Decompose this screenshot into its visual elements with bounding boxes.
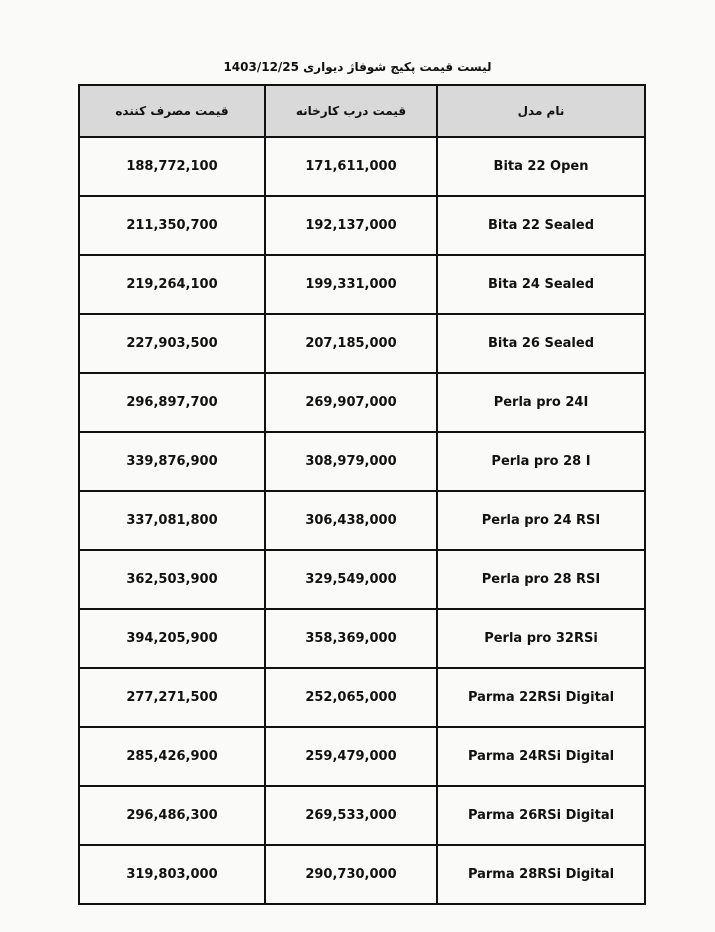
table-row — [79, 314, 645, 373]
model-name-cell: Parma 24RSi Digital — [437, 727, 645, 786]
factory-price-cell: 290,730,000 — [265, 845, 437, 904]
table-row — [79, 432, 645, 491]
table-row — [79, 491, 645, 550]
model-name-cell: Perla pro 24I — [437, 373, 645, 432]
factory-price-cell: 329,549,000 — [265, 550, 437, 609]
page-title: لیست قیمت پکیج شوفاژ دیواری 1403/12/25 — [223, 60, 492, 74]
factory-price-cell: 192,137,000 — [265, 196, 437, 255]
consumer-price-cell: 285,426,900 — [79, 727, 265, 786]
factory-price-cell: 171,611,000 — [265, 137, 437, 196]
table-row — [79, 786, 645, 845]
model-name-cell: Bita 22 Sealed — [437, 196, 645, 255]
model-name-cell: Perla pro 32RSi — [437, 609, 645, 668]
factory-price-cell: 252,065,000 — [265, 668, 437, 727]
consumer-price-cell: 219,264,100 — [79, 255, 265, 314]
model-name-cell: Perla pro 28 RSI — [437, 550, 645, 609]
table-row — [79, 845, 645, 904]
table-header-row — [79, 85, 645, 137]
consumer-price-cell: 227,903,500 — [79, 314, 265, 373]
table-row — [79, 727, 645, 786]
consumer-price-cell: 188,772,100 — [79, 137, 265, 196]
factory-price-cell: 308,979,000 — [265, 432, 437, 491]
model-name-cell: Parma 22RSi Digital — [437, 668, 645, 727]
table-row — [79, 196, 645, 255]
factory-price-cell: 199,331,000 — [265, 255, 437, 314]
model-name-cell: Bita 22 Open — [437, 137, 645, 196]
factory-price-cell: 269,533,000 — [265, 786, 437, 845]
header-model-name: نام مدل — [437, 85, 645, 137]
model-name-cell: Bita 26 Sealed — [437, 314, 645, 373]
factory-price-cell: 358,369,000 — [265, 609, 437, 668]
consumer-price-cell: 319,803,000 — [79, 845, 265, 904]
consumer-price-cell: 296,486,300 — [79, 786, 265, 845]
factory-price-cell: 207,185,000 — [265, 314, 437, 373]
table-row — [79, 137, 645, 196]
consumer-price-cell: 296,897,700 — [79, 373, 265, 432]
table-row — [79, 609, 645, 668]
consumer-price-cell: 277,271,500 — [79, 668, 265, 727]
table-row — [79, 550, 645, 609]
factory-price-cell: 306,438,000 — [265, 491, 437, 550]
header-consumer-price: قیمت مصرف کننده — [79, 85, 265, 137]
factory-price-cell: 269,907,000 — [265, 373, 437, 432]
header-factory-price: قیمت درب کارخانه — [265, 85, 437, 137]
consumer-price-cell: 362,503,900 — [79, 550, 265, 609]
model-name-cell: Perla pro 28 I — [437, 432, 645, 491]
table-row — [79, 255, 645, 314]
table-body — [79, 137, 645, 904]
table-row — [79, 668, 645, 727]
table-row — [79, 373, 645, 432]
model-name-cell: Parma 26RSi Digital — [437, 786, 645, 845]
consumer-price-cell: 394,205,900 — [79, 609, 265, 668]
consumer-price-cell: 211,350,700 — [79, 196, 265, 255]
consumer-price-cell: 337,081,800 — [79, 491, 265, 550]
model-name-cell: Perla pro 24 RSI — [437, 491, 645, 550]
price-table — [78, 84, 646, 905]
consumer-price-cell: 339,876,900 — [79, 432, 265, 491]
model-name-cell: Bita 24 Sealed — [437, 255, 645, 314]
model-name-cell: Parma 28RSi Digital — [437, 845, 645, 904]
factory-price-cell: 259,479,000 — [265, 727, 437, 786]
